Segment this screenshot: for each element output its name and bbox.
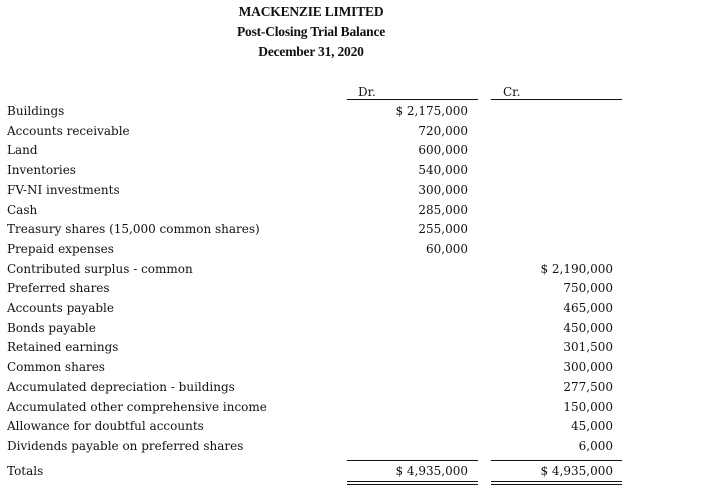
statement-title: Post-Closing Trial Balance xyxy=(236,24,386,39)
credit-column-header: Cr. xyxy=(503,85,521,99)
table-row xyxy=(0,417,707,437)
table-row xyxy=(0,378,707,398)
debit-total-rule-top xyxy=(347,460,478,461)
account-name: FV-NI investments xyxy=(7,182,120,197)
credit-total-rule-top xyxy=(491,460,622,461)
table-row xyxy=(0,181,707,201)
debit-amount: 600,000 xyxy=(418,143,468,158)
account-name: Treasury shares (15,000 common shares) xyxy=(7,222,260,237)
account-name: Prepaid expenses xyxy=(7,241,114,256)
table-row xyxy=(0,141,707,161)
account-name: Accumulated depreciation - buildings xyxy=(7,379,235,394)
table-row xyxy=(0,437,707,457)
debit-amount: 540,000 xyxy=(418,163,468,178)
credit-amount: 277,500 xyxy=(563,379,613,394)
debit-amount: 255,000 xyxy=(418,222,468,237)
account-name: Bonds payable xyxy=(7,320,96,335)
credit-amount: 300,000 xyxy=(563,360,613,375)
table-row xyxy=(0,240,707,260)
account-name: Retained earnings xyxy=(7,340,119,355)
credit-amount: 45,000 xyxy=(571,419,613,434)
debit-amount: $ 2,175,000 xyxy=(395,104,468,118)
table-row xyxy=(0,102,707,122)
table-row xyxy=(0,319,707,339)
credit-amount: 150,000 xyxy=(563,399,613,414)
credit-double-rule-2 xyxy=(491,484,622,485)
table-row xyxy=(0,260,707,280)
account-name: Inventories xyxy=(7,163,76,178)
account-name: Dividends payable on preferred shares xyxy=(7,438,244,453)
account-name: Preferred shares xyxy=(7,281,110,296)
credit-amount: 750,000 xyxy=(563,281,613,296)
account-name: Contributed surplus - common xyxy=(7,261,193,276)
table-row xyxy=(0,279,707,299)
credit-double-rule-1 xyxy=(491,481,622,482)
totals-label: Totals xyxy=(7,464,44,478)
company-name: MACKENZIE LIMITED xyxy=(238,4,384,19)
account-name: Accounts payable xyxy=(7,301,114,315)
table-row xyxy=(0,122,707,142)
credit-amount: 450,000 xyxy=(563,320,613,335)
totals-credit: $ 4,935,000 xyxy=(540,464,613,478)
debit-amount: 300,000 xyxy=(418,182,468,197)
debit-header-rule xyxy=(347,99,478,100)
debit-amount: 60,000 xyxy=(426,241,468,256)
account-name: Buildings xyxy=(7,104,65,118)
table-row xyxy=(0,299,707,319)
account-name: Accounts receivable xyxy=(7,123,130,138)
debit-double-rule-1 xyxy=(347,481,478,482)
account-name: Common shares xyxy=(7,360,105,375)
statement-date: December 31, 2020 xyxy=(258,44,364,59)
credit-amount: 6,000 xyxy=(578,438,613,453)
table-row xyxy=(0,338,707,358)
credit-amount: 301,500 xyxy=(563,340,613,355)
debit-column-header: Dr. xyxy=(358,85,376,99)
totals-debit: $ 4,935,000 xyxy=(395,464,468,478)
account-name: Allowance for doubtful accounts xyxy=(7,419,204,434)
debit-amount: 285,000 xyxy=(418,202,468,217)
totals-row xyxy=(0,462,707,482)
account-name: Cash xyxy=(7,202,38,217)
debit-double-rule-2 xyxy=(347,484,478,485)
table-row xyxy=(0,201,707,221)
table-row xyxy=(0,358,707,378)
table-row xyxy=(0,398,707,418)
credit-header-rule xyxy=(491,99,622,100)
debit-amount: 720,000 xyxy=(418,123,468,138)
credit-amount: $ 2,190,000 xyxy=(540,261,613,276)
table-row xyxy=(0,161,707,181)
credit-amount: 465,000 xyxy=(563,301,613,315)
table-row xyxy=(0,220,707,240)
account-name: Accumulated other comprehensive income xyxy=(7,399,267,414)
account-name: Land xyxy=(7,143,38,158)
